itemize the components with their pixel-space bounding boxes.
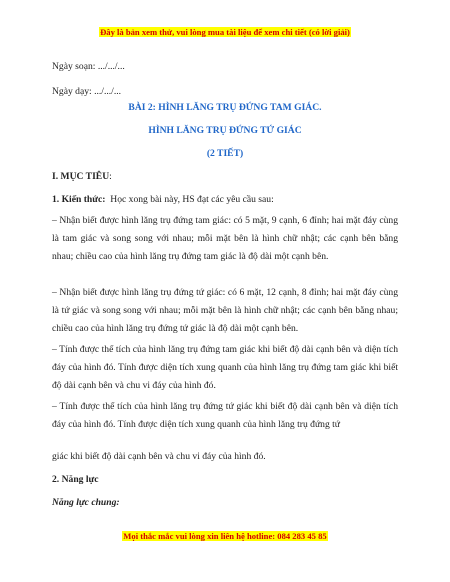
general-competency-heading: Năng lực chung: — [52, 497, 120, 508]
objective-bullet-4-tail: giác khi biết độ dài cạnh bên và chu vi đáy của hình đó. — [52, 451, 266, 462]
objective-bullet-2: – Nhận biết được hình lăng trụ đứng tứ giác: có 6 mặt, 12 cạnh, 8 đỉnh; hai mặt đáy cùng là tứ giác và song song với nhau; mỗi mặt bên là hình chữ nhật; các cạnh bên bằng nhau; chiều cao của hình lăng trụ đứng tứ giác là độ dài một cạnh bên. — [52, 287, 398, 334]
teach-date: Ngày dạy: .../.../... — [52, 86, 122, 97]
section-objectives-text: I. MỤC TIÊU — [52, 171, 110, 182]
knowledge-heading — [52, 194, 274, 205]
objective-bullet-1: – Nhận biết được hình lăng trụ đứng tam giác: có 5 mặt, 9 cạnh, 6 đỉnh; hai mặt đáy cùng là tam giác và song song với nhau; mỗi mặt bên là hình chữ nhật; các cạnh bên bằng nhau; chiều cao của hình lăng trụ đứng tam giác là độ dài một cạnh bên. — [52, 215, 398, 262]
competency-heading: 2. Năng lực — [52, 474, 99, 485]
objective-bullet-3: – Tính được thể tích của hình lăng trụ đứng tam giác khi biết độ dài cạnh bên và diện tích đáy của hình đó. Tính được diện tích xung quanh của hình lăng trụ đứng tam giác khi biết độ dài cạnh bên và chu vi đáy của hình đó. — [52, 344, 398, 391]
hotline-notice-banner — [0, 531, 450, 541]
hotline-notice-text: Mọi thắc mắc vui lòng xin liên hệ hotline: 084 283 45 85 — [123, 531, 327, 541]
section-objectives-heading — [52, 171, 112, 182]
preview-notice-banner — [0, 27, 450, 37]
knowledge-label: 1. Kiến thức: — [52, 194, 106, 205]
preview-notice-text: Đây là bản xem thử, vui lòng mua tài liệu để xem chi tiết (có lời giải) — [100, 27, 350, 37]
lesson-title-line2: HÌNH LĂNG TRỤ ĐỨNG TỨ GIÁC — [148, 125, 302, 136]
section-objectives-colon: : — [109, 171, 112, 182]
lesson-title-line3: (2 TIẾT) — [206, 148, 244, 159]
prep-date: Ngày soạn: .../.../... — [52, 61, 125, 72]
knowledge-intro: Học xong bài này, HS đạt các yêu cầu sau: — [110, 194, 274, 205]
objective-bullet-4: – Tính được thể tích của hình lăng trụ đứng tứ giác khi biết độ dài cạnh bên và diện tích đáy của hình đó. Tính được diện tích xung quanh của hình lăng trụ đứng tứ — [52, 401, 398, 430]
lesson-title-line1: BÀI 2: HÌNH LĂNG TRỤ ĐỨNG TAM GIÁC. — [128, 102, 322, 113]
